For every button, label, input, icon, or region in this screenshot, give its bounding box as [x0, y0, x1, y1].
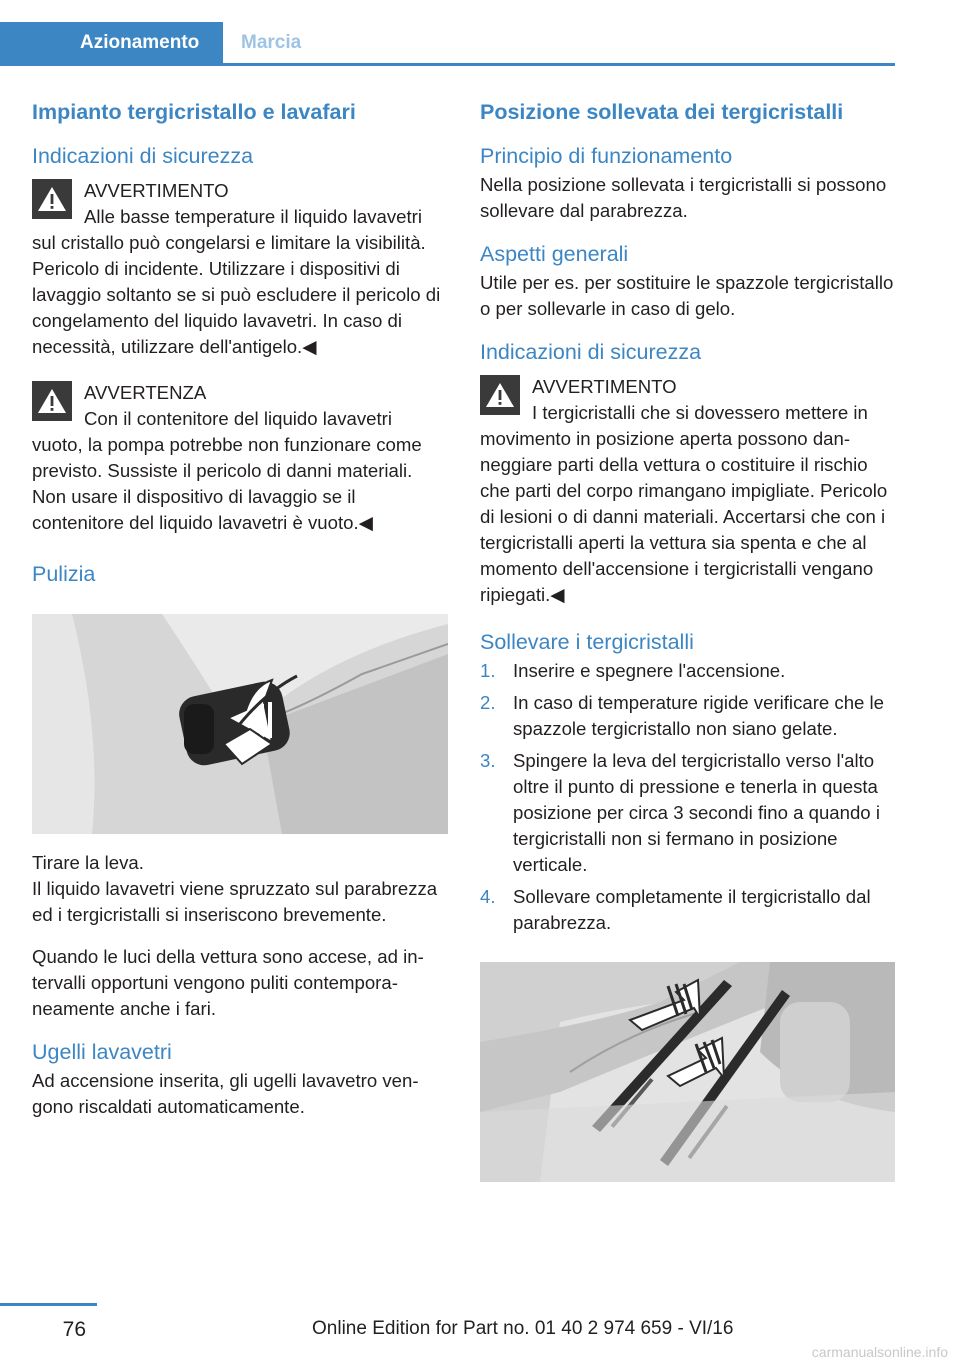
warning-first-line: Con il contenitore del liquido lavavetri [84, 408, 393, 429]
list-item [480, 690, 896, 742]
tab-bar [0, 22, 895, 66]
heading-safety: Indicazioni di sicurezza [32, 144, 254, 168]
heading-nozzles: Ugelli lavavetri [32, 1040, 172, 1064]
list-item [480, 884, 896, 936]
section-title-wiper-system: Impianto tergicristallo e lavafari [32, 100, 356, 124]
list-item [480, 748, 896, 878]
warning-first-line: Alle basse temperature il liquido lavavetri [84, 206, 422, 227]
tab-marcia[interactable]: Marcia [241, 32, 302, 53]
step-number: 1. [480, 660, 496, 681]
heading-safety: Indicazioni di sicurezza [480, 340, 702, 364]
warning-text: movimento in posizione aperta possono danneggiare parti della vettura o costituire il rischio che parti del corpo rimangano impigliate. Pericolo di lesioni o di danni materiali. Accertarsi che con i tergicristalli aperti la vettura sia spenta e che al momento dell'accensione i tergicristalli vengano ripiegati.◀ [480, 428, 888, 605]
warning-first-line: I tergicristalli che si dovessero mettere in [532, 402, 868, 423]
warning-block [32, 380, 448, 536]
nozzles-text: Ad accensione inserita, gli ugelli lavavetro vengono riscaldati automaticamente. [32, 1070, 419, 1117]
edition-footer: Online Edition for Part no. 01 40 2 974 659 - VI/16 [312, 1318, 734, 1339]
warning-block [32, 178, 448, 360]
heading-principle: Principio di funzionamento [480, 144, 733, 168]
cleaning-text-2: Il liquido lavavetri viene spruzzato sul parabrezza ed i tergicristalli si inseriscono brevemente. [32, 878, 438, 925]
section-title-raised-position: Posizione sollevata dei tergicristalli [480, 100, 844, 124]
step-number: 2. [480, 692, 496, 713]
right-column [480, 98, 896, 1182]
heading-cleaning: Pulizia [32, 562, 96, 586]
warning-triangle-icon [480, 375, 520, 415]
wiper-lever-photo [32, 614, 448, 834]
watermark: carmanualsonline.info [811, 1344, 948, 1360]
step-number: 4. [480, 886, 496, 907]
warning-title: AVVERTIMENTO [84, 180, 229, 201]
warning-text: vuoto, la pompa potrebbe non funzionare come previsto. Sussiste il pericolo di danni materiali. Non usare il dispositivo di lavaggio se il contenitore del liquido lavavetri è vuoto.◀ [32, 434, 422, 533]
general-text: Utile per es. per sostituire le spazzole tergicristallo o per sollevarle in caso di gelo. [480, 272, 894, 319]
step-text: Spingere la leva del tergicristallo verso l'alto oltre il punto di pressione e tenerla in questa posizione per circa 3 secondi fino a quando i tergicristalli non si fermano in posizione verticale. [513, 750, 880, 875]
warning-block [480, 374, 896, 608]
principle-text: Nella posizione sollevata i tergicristalli si possono sollevare dal parabrezza. [480, 174, 887, 221]
step-number: 3. [480, 750, 496, 771]
heading-raise-wipers: Sollevare i tergicristalli [480, 630, 694, 654]
page-number: 76 [62, 1318, 86, 1341]
steps-list [480, 658, 896, 936]
step-text: Inserire e spegnere l'accensione. [513, 660, 786, 681]
left-column [32, 98, 448, 1120]
cleaning-text-1: Tirare la leva. [32, 852, 144, 873]
list-item [480, 658, 896, 684]
heading-general: Aspetti generali [480, 242, 629, 266]
page-number-rule [0, 1303, 97, 1306]
step-text: Sollevare completamente il tergicristallo dal parabrezza. [513, 886, 871, 933]
tab-azionamento[interactable]: Azionamento [0, 22, 223, 63]
cleaning-text-3: Quando le luci della vettura sono accese, ad intervalli opportuni vengono puliti contemporaneamente anche i fari. [32, 946, 424, 1019]
step-text: In caso di temperature rigide verificare che le spazzole tergicristallo non siano gelate. [513, 692, 885, 739]
raised-wipers-photo [480, 962, 895, 1182]
warning-triangle-icon [32, 381, 72, 421]
warning-title: AVVERTIMENTO [532, 376, 677, 397]
warning-title: AVVERTENZA [84, 382, 207, 403]
warning-text: sul cristallo può congelarsi e limitare la visibilità. Pericolo di incidente. Utilizzare i dispositivi di lavaggio soltanto se si può escludere il pericolo di congelamento del liquido lavavetri. In caso di necessità, utilizzare dell'antigelo.◀ [32, 232, 441, 357]
warning-triangle-icon [32, 179, 72, 219]
